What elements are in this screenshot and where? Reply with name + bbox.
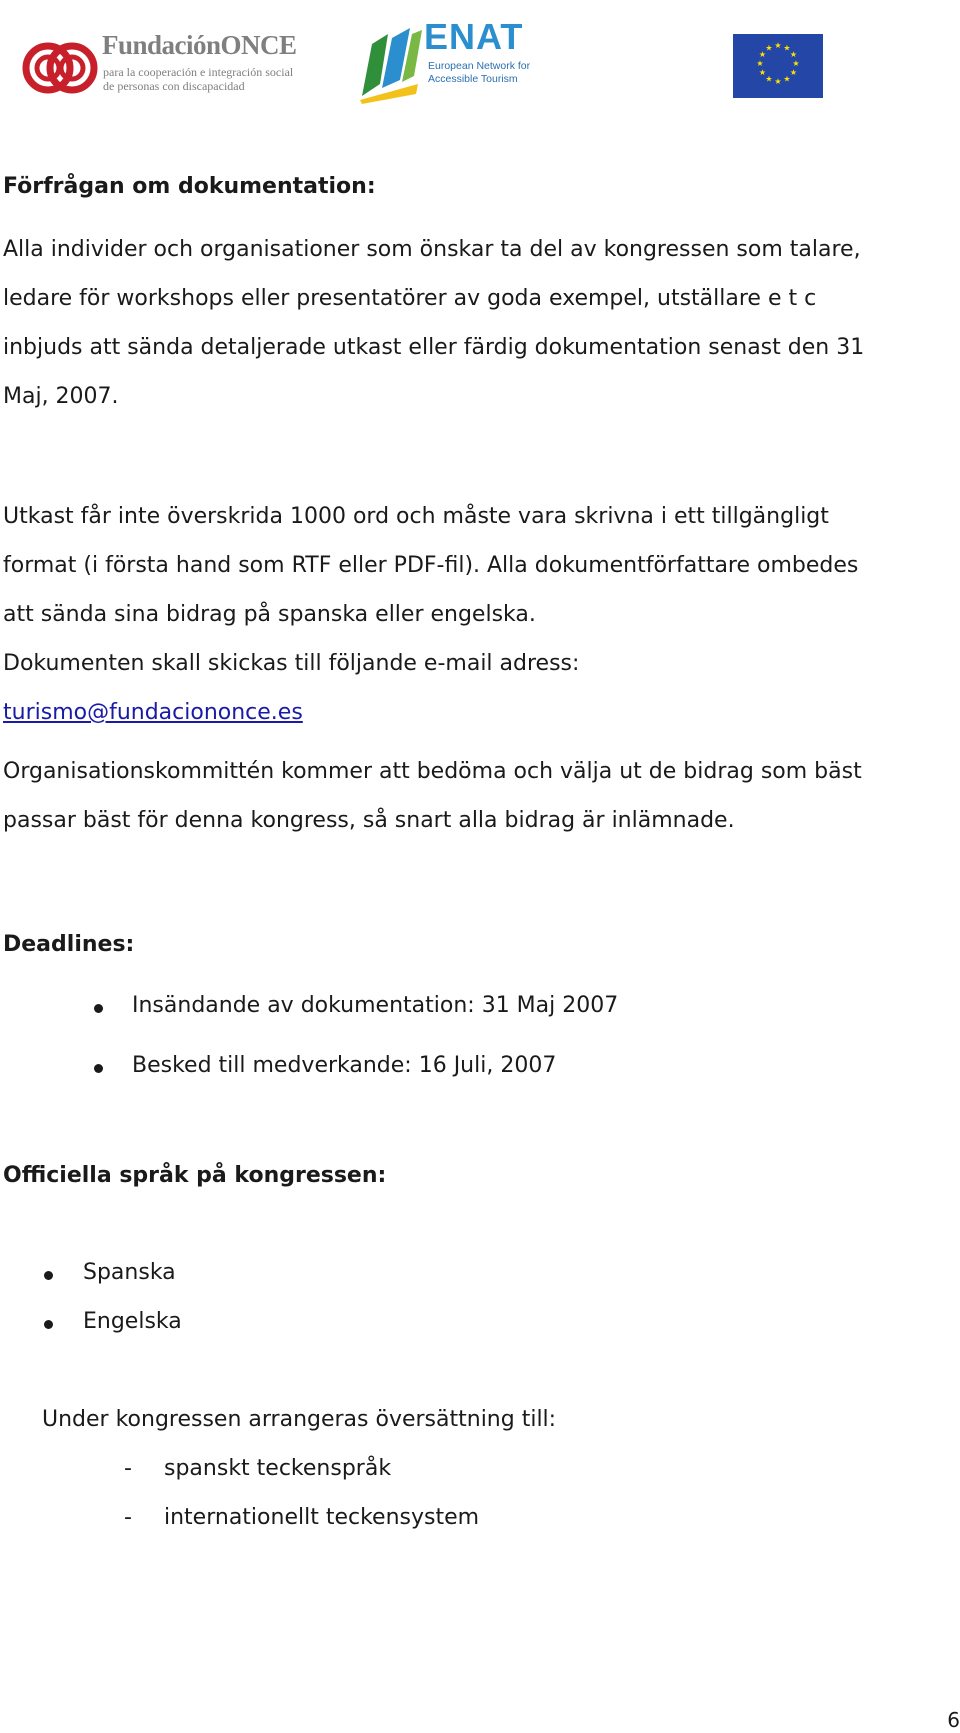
- svg-text:★: ★: [789, 50, 798, 59]
- language-item: Engelska: [83, 1309, 182, 1334]
- fundacion-once-name: FundaciónONCE: [102, 30, 297, 60]
- svg-text:★: ★: [765, 43, 773, 53]
- translation-item: spanskt teckenspråk: [164, 1456, 392, 1481]
- bullet-icon: [44, 1320, 53, 1329]
- email-link[interactable]: turismo@fundaciononce.es: [3, 700, 303, 725]
- svg-text:★: ★: [783, 43, 791, 53]
- enat-mark-icon: [358, 24, 424, 104]
- paragraph-line: inbjuds att sända detaljerade utkast eller färdig dokumentation senast den 31: [3, 335, 865, 360]
- paragraph-line: format (i första hand som RTF eller PDF-fil). Alla dokumentförfattare ombedes: [3, 553, 859, 578]
- paragraph-line: Organisationskommittén kommer att bedöma och välja ut de bidrag som bäst: [3, 759, 862, 784]
- language-item: Spanska: [83, 1260, 176, 1285]
- paragraph-line: Utkast får inte överskrida 1000 ord och måste vara skrivna i ett tillgängligt: [3, 504, 829, 529]
- translation-item: internationellt teckensystem: [164, 1505, 480, 1530]
- dash-marker: -: [124, 1456, 132, 1481]
- paragraph-line: Dokumenten skall skickas till följande e-mail adress:: [3, 651, 580, 676]
- header-logos: [0, 18, 960, 108]
- paragraph-line: Maj, 2007.: [3, 384, 119, 409]
- documentation-paragraph-1: [3, 225, 943, 421]
- svg-text:★: ★: [765, 74, 773, 84]
- enat-logo: [358, 16, 558, 108]
- languages-heading: Officiella språk på kongressen:: [3, 1163, 387, 1188]
- svg-text:★: ★: [758, 50, 767, 59]
- bullet-icon: [94, 1064, 103, 1073]
- svg-text:★: ★: [783, 74, 791, 84]
- documentation-paragraph-2: [3, 492, 943, 737]
- eu-flag-icon: [733, 34, 823, 98]
- bullet-icon: [94, 1004, 103, 1013]
- page-number: 6: [947, 1708, 960, 1732]
- svg-text:★: ★: [792, 59, 800, 68]
- documentation-paragraph-3: [3, 747, 943, 845]
- paragraph-line: ledare för workshops eller presentatörer av goda exempel, utställare e t c: [3, 286, 817, 311]
- svg-text:★: ★: [758, 68, 767, 77]
- svg-text:★: ★: [774, 41, 782, 50]
- documentation-heading: Förfrågan om dokumentation:: [3, 174, 376, 199]
- bullet-icon: [44, 1271, 53, 1280]
- deadlines-heading: Deadlines:: [3, 932, 135, 957]
- fundacion-once-rings-icon: [22, 32, 100, 102]
- paragraph-line: Alla individer och organisationer som önskar ta del av kongressen som talare,: [3, 237, 861, 262]
- svg-text:★: ★: [789, 68, 798, 77]
- enat-subtitle: Accessible Tourism: [428, 73, 518, 85]
- svg-text:★: ★: [774, 77, 782, 86]
- enat-name: ENAT: [424, 16, 524, 57]
- svg-text:★: ★: [756, 59, 764, 68]
- paragraph-line: passar bäst för denna kongress, så snart alla bidrag är inlämnade.: [3, 808, 735, 833]
- deadline-item: Insändande av dokumentation: 31 Maj 2007: [132, 993, 619, 1018]
- dash-marker: -: [124, 1505, 132, 1530]
- fundacion-once-tagline: para la cooperación e integración social: [103, 65, 294, 79]
- enat-subtitle: European Network for: [428, 60, 531, 72]
- paragraph-line: att sända sina bidrag på spanska eller engelska.: [3, 602, 536, 627]
- translation-intro: Under kongressen arrangeras översättning till:: [42, 1407, 557, 1432]
- fundacion-once-tagline: de personas con discapacidad: [103, 79, 245, 93]
- fundacion-once-logo: [22, 30, 297, 108]
- deadline-item: Besked till medverkande: 16 Juli, 2007: [132, 1053, 557, 1078]
